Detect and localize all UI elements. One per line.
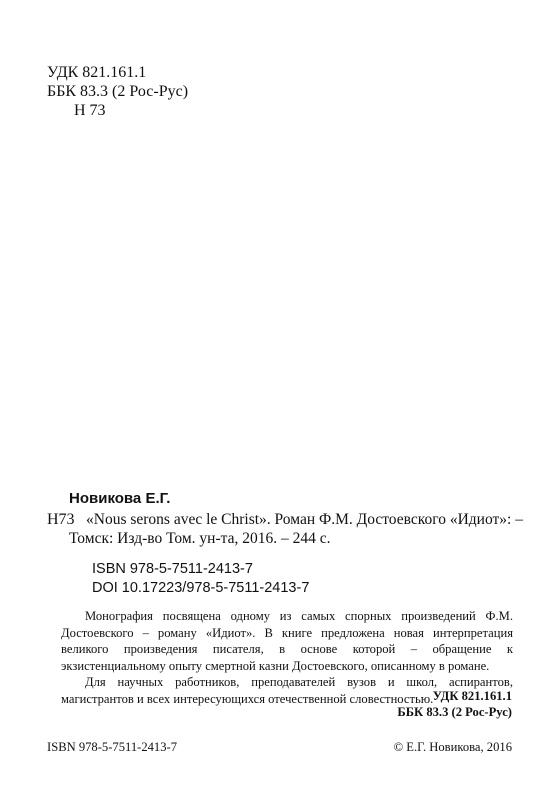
book-title-line2: Томск: Изд-во Том. ун-та, 2016. – 244 с. <box>69 530 331 547</box>
udk-code: УДК 821.161.1 <box>47 64 147 81</box>
book-author: Новикова Е.Г. <box>69 490 171 507</box>
copyright: © Е.Г. Новикова, 2016 <box>393 740 512 754</box>
bbk-code: ББК 83.3 (2 Рос-Рус) <box>47 83 189 100</box>
audience-paragraph: Для научных работников, преподавателей вузов и школ, аспирантов, магистрантов и всех интересующихся отечественной словестностью. <box>61 675 513 706</box>
author-sign: Н 73 <box>74 102 106 119</box>
book-isbn: ISBN 978-5-7511-2413-7 <box>92 561 253 577</box>
book-doi: DOI 10.17223/978-5-7511-2413-7 <box>92 580 310 596</box>
footer-isbn: ISBN 978-5-7511-2413-7 <box>47 740 178 754</box>
bbk-code-bottom: ББК 83.3 (2 Рос-Рус) <box>397 705 512 719</box>
annotation-paragraph: Монография посвящена одному из самых спорных произведений Ф.М. Достоевского – роману «Идиот». В книге предложена новая интерпретация великого произведения писателя, в основе которой – обращение к экзистенциальному опыту смертной казни Достоевского, описанному в романе. <box>61 609 513 673</box>
book-title-line1: «Nous serons avec le Christ». Роман Ф.М. Достоевского «Идиот»: – <box>86 511 523 528</box>
udk-code-bottom: УДК 821.161.1 <box>432 689 512 703</box>
bib-sign: Н73 <box>47 511 75 528</box>
